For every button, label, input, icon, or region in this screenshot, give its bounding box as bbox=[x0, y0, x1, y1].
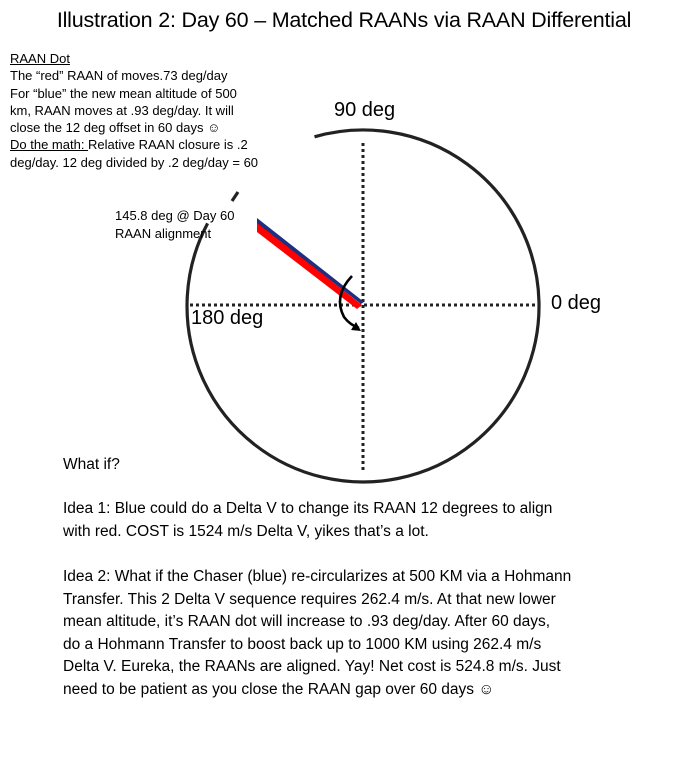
math-label: Do the math: bbox=[10, 137, 89, 153]
what-if-heading: What if? bbox=[63, 456, 120, 473]
idea-2-line: do a Hohmann Transfer to boost back up to 1000 KM using 262.4 m/s bbox=[63, 635, 542, 653]
alignment-line-2: RAAN alignment bbox=[115, 225, 212, 241]
idea-2-line: need to be patient as you close the RAAN gap over 60 days ☺ bbox=[63, 680, 495, 698]
idea-2-line: Idea 2: What if the Chaser (blue) re-circularizes at 500 KM via a Hohmann bbox=[63, 568, 572, 585]
idea-2-line: Transfer. This 2 Delta V sequence requires 262.4 m/s. At that new lower bbox=[63, 590, 556, 608]
alignment-annotation bbox=[115, 207, 234, 242]
label-180-deg: 180 deg bbox=[191, 307, 264, 329]
label-0-deg: 0 deg bbox=[551, 292, 602, 314]
notes-line: deg/day. 12 deg divided by .2 deg/day = 60 bbox=[10, 154, 259, 170]
math-text: Relative RAAN closure is .2 bbox=[88, 137, 248, 153]
notes-line: km, RAAN moves at .93 deg/day. It will bbox=[10, 102, 234, 118]
blue-orbit-plane-bar bbox=[257, 218, 364, 304]
idea-1-line: Idea 1: Blue could do a Delta V to change its RAAN 12 degrees to align bbox=[63, 500, 553, 517]
idea-2-line: Delta V. Eureka, the RAANs are aligned. Yay! Net cost is 524.8 m/s. Just bbox=[63, 658, 561, 675]
idea-2-line: mean altitude, it’s RAAN dot will increase to .93 deg/day. After 60 days, bbox=[63, 613, 551, 630]
circle-tick-mark bbox=[232, 192, 238, 201]
alignment-line-1: 145.8 deg @ Day 60 bbox=[115, 208, 235, 223]
notes-line: close the 12 deg offset in 60 days ☺ bbox=[10, 120, 221, 136]
rotation-arrowhead-icon bbox=[351, 322, 361, 331]
notes-line: The “red” RAAN of moves.73 deg/day bbox=[10, 68, 228, 84]
illustration-title: Illustration 2: Day 60 – Matched RAANs via RAAN Differential bbox=[56, 8, 632, 32]
idea-2-paragraph bbox=[63, 566, 663, 701]
notes-line: For “blue” the new mean altitude of 500 bbox=[10, 85, 237, 101]
label-90-deg: 90 deg bbox=[334, 99, 396, 121]
idea-1-line: with red. COST is 1524 m/s Delta V, yikes that’s a lot. bbox=[63, 522, 429, 540]
idea-1-paragraph bbox=[63, 498, 663, 543]
notes-heading: RAAN Dot bbox=[10, 51, 70, 66]
